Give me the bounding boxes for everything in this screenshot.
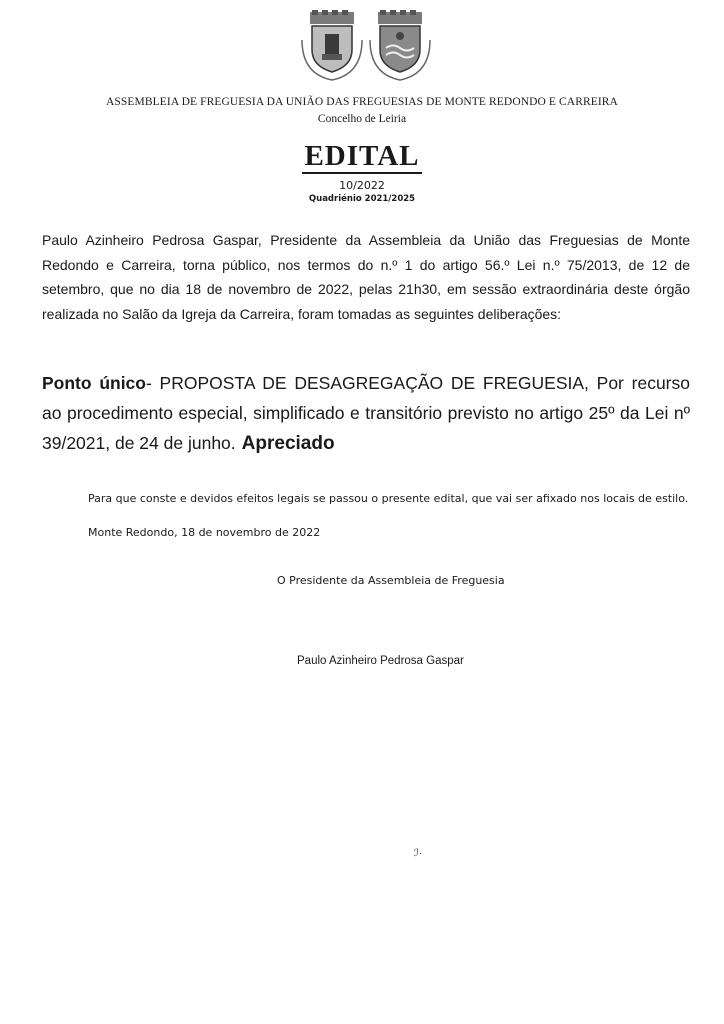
ponto-unico-paragraph <box>42 368 690 459</box>
pen-mark: ℐ· <box>414 848 423 859</box>
signature-name: Paulo Azinheiro Pedrosa Gaspar <box>297 655 464 667</box>
place-date: Monte Redondo, 18 de novembro de 2022 <box>88 526 321 539</box>
assembly-heading: ASSEMBLEIA DE FREGUESIA DA UNIÃO DAS FREGUESIAS DE MONTE REDONDO E CARREIRA <box>106 96 618 108</box>
concelho-subheading: Concelho de Leiria <box>317 113 407 125</box>
intro-paragraph: Paulo Azinheiro Pedrosa Gaspar, Presidente da Assembleia da União das Freguesias de Monte Redondo e Carreira, torna público, nos termos do n.º 1 do artigo 56.º Lei n.º 75/2013, de 12 de setembro, que no dia 18 de novembro de 2022, pelas 21h30, em sessão extraordinária deste órgão realizada no Salão da Igreja da Carreira, foram tomadas as seguintes deliberações: <box>42 232 690 322</box>
ponto-text: - PROPOSTA DE DESAGREGAÇÃO DE FREGUESIA, Por recurso ao procedimento especial, simplificado e transitório previsto no artigo 25º da Lei nº 39/2021, de 24 de junho. <box>42 373 690 453</box>
ponto-label: Ponto único <box>42 373 146 393</box>
monte-redondo-seal <box>302 10 362 80</box>
signature-title: O Presidente da Assembleia de Freguesia <box>277 574 505 587</box>
coats-of-arms <box>300 10 435 82</box>
ponto-result: Apreciado <box>241 433 335 454</box>
carreira-seal <box>370 10 430 80</box>
edital-title-text: EDITAL <box>304 140 420 172</box>
quadrienio: Quadriénio 2021/2025 <box>308 194 416 204</box>
consta-text: Para que conste e devidos efeitos legais se passou o presente edital, que vai ser afixado nos locais de estilo. <box>88 492 689 505</box>
edital-number: 10/2022 <box>339 179 385 192</box>
edital-title <box>0 140 724 173</box>
